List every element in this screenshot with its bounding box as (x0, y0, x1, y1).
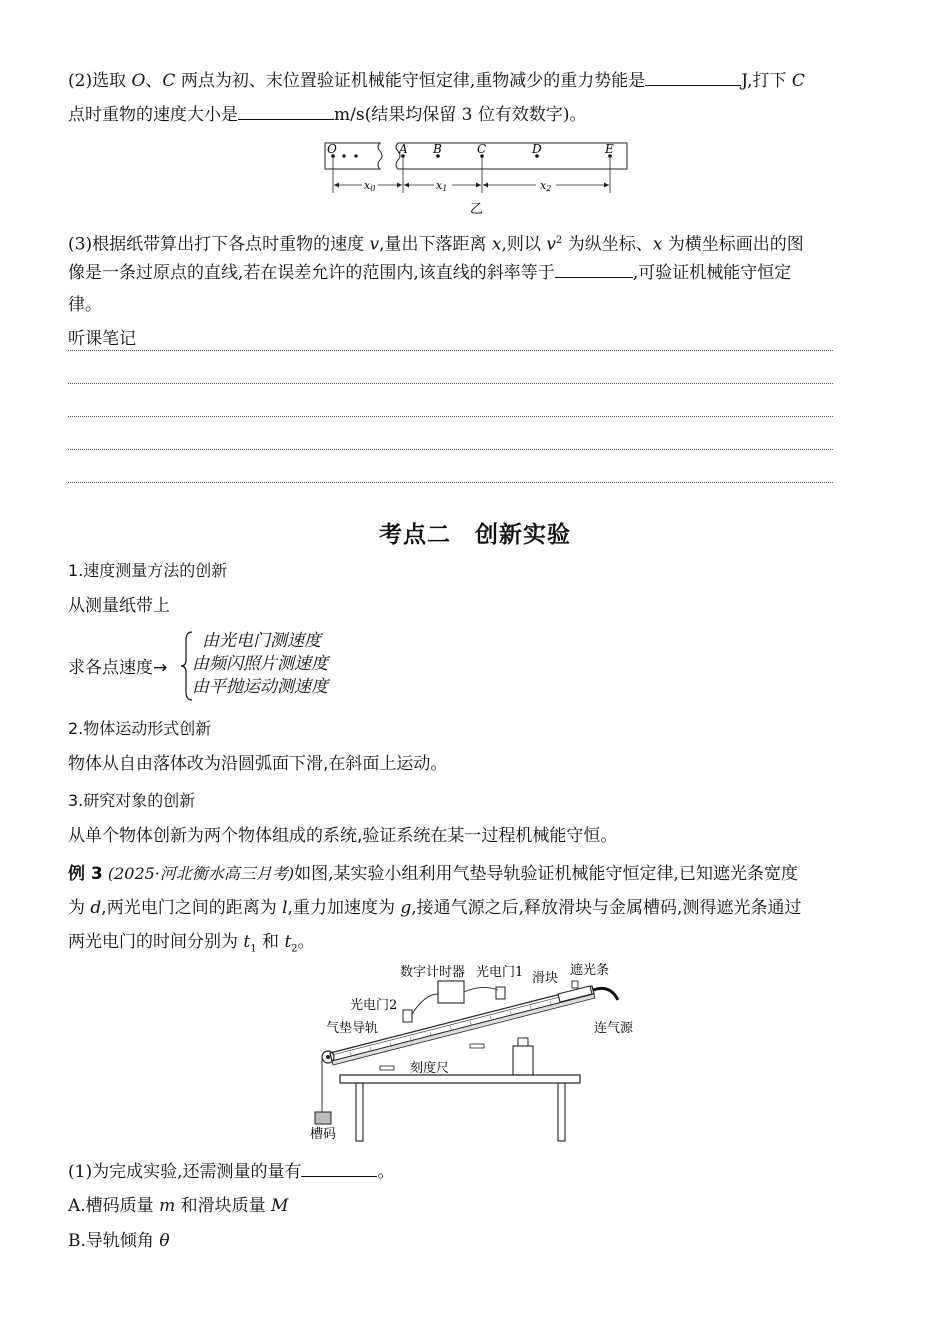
svg-text:滑块: 滑块 (532, 971, 559, 986)
svg-text:光电门1: 光电门1 (476, 965, 524, 980)
s3-line: 从单个物体创新为两个物体组成的系统,验证系统在某一过程机械能守恒。 (68, 826, 618, 846)
tape-label-d: D (532, 142, 542, 156)
photogate-2-icon (403, 1010, 412, 1022)
ex3-line1: 例 3 (2025·河北衡水高三月考)如图,某实验小组利用气垫导轨验证机械能守恒定律,已知遮光条宽度 (68, 864, 798, 884)
q2-line2: 点时重物的速度大小是 m/s(结果均保留 3 位有效数字)。 (68, 105, 587, 125)
notes-label: 听课笔记 (68, 329, 136, 349)
weight-icon (315, 1112, 331, 1124)
tape-label-a: A (399, 142, 408, 156)
option-b[interactable]: B.导轨倾角 θ (68, 1231, 170, 1251)
ex3-line3: 两光电门的时间分别为 $t_1$ 和 $t_2$。 (68, 932, 315, 955)
svg-text:刻度尺: 刻度尺 (410, 1061, 450, 1076)
s2-line: 物体从自由落体改为沿圆弧面下滑,在斜面上运动。 (68, 754, 448, 774)
note-line[interactable] (68, 350, 833, 351)
note-line[interactable] (68, 416, 833, 417)
s1-line: 从测量纸带上 (68, 596, 170, 616)
figure-caption: 乙 (470, 202, 484, 216)
q3-line3: 律。 (68, 295, 102, 315)
s1-item: 由平抛运动测速度 (192, 677, 328, 697)
s1-item: 由光电门测速度 (202, 631, 321, 651)
svg-text:连气源: 连气源 (594, 1021, 634, 1036)
s1-lead: 求各点速度→ (68, 658, 168, 678)
q3-line1: (3)根据纸带算出打下各点时重物的速度 v,量出下落距离 x,则以 $v^2$ 为纵坐标、x 为横坐标画出的图 (68, 234, 804, 255)
answer-blank-energy[interactable] (645, 69, 741, 86)
note-line[interactable] (68, 383, 833, 384)
note-line[interactable] (68, 482, 833, 483)
section-title: 考点二 创新实验 (379, 522, 571, 548)
svg-text:x2: x2 (540, 179, 552, 193)
paper-tape-figure (318, 138, 633, 216)
air-track-apparatus-figure (300, 962, 650, 1147)
s1-items (192, 630, 328, 699)
q1-line: (1)为完成实验,还需测量的量有 。 (68, 1162, 395, 1182)
answer-blank-measure[interactable] (301, 1160, 377, 1177)
svg-text:气垫导轨: 气垫导轨 (326, 1021, 379, 1036)
tape-label-e: E (605, 142, 614, 156)
note-line[interactable] (68, 449, 833, 450)
svg-text:数字计时器: 数字计时器 (400, 965, 466, 980)
photogate-1-icon (496, 987, 505, 999)
timer-icon (438, 981, 464, 1003)
svg-text:槽码: 槽码 (310, 1127, 337, 1142)
tape-label-b: B (433, 142, 442, 156)
option-a[interactable]: A.槽码质量 m 和滑块质量 M (68, 1196, 289, 1216)
tape-label-c: C (477, 142, 487, 156)
svg-text:光电门2: 光电门2 (350, 998, 398, 1013)
ex3-line2: 为 d,两光电门之间的距离为 l,重力加速度为 g,接通气源之后,释放滑块与金属槽码,测得遮光条通过 (68, 898, 802, 918)
answer-blank-velocity[interactable] (238, 103, 334, 120)
tape-label-o: O (327, 142, 337, 156)
svg-text:遮光条: 遮光条 (570, 963, 610, 978)
svg-text:x0: x0 (364, 179, 376, 193)
q2-line1: (2)选取 O、C 两点为初、末位置验证机械能守恒定律,重物减少的重力势能是 J,打下 C (68, 71, 805, 91)
s3-title: 3.研究对象的创新 (68, 791, 196, 810)
q3-line2: 像是一条过原点的直线,若在误差允许的范围内,该直线的斜率等于 ,可验证机械能守恒定 (68, 263, 792, 283)
s1-item: 由频闪照片测速度 (192, 654, 328, 674)
s2-title: 2.物体运动形式创新 (68, 719, 212, 738)
svg-text:x1: x1 (436, 179, 448, 193)
answer-blank-slope[interactable] (555, 261, 633, 278)
s1-title: 1.速度测量方法的创新 (68, 561, 228, 580)
